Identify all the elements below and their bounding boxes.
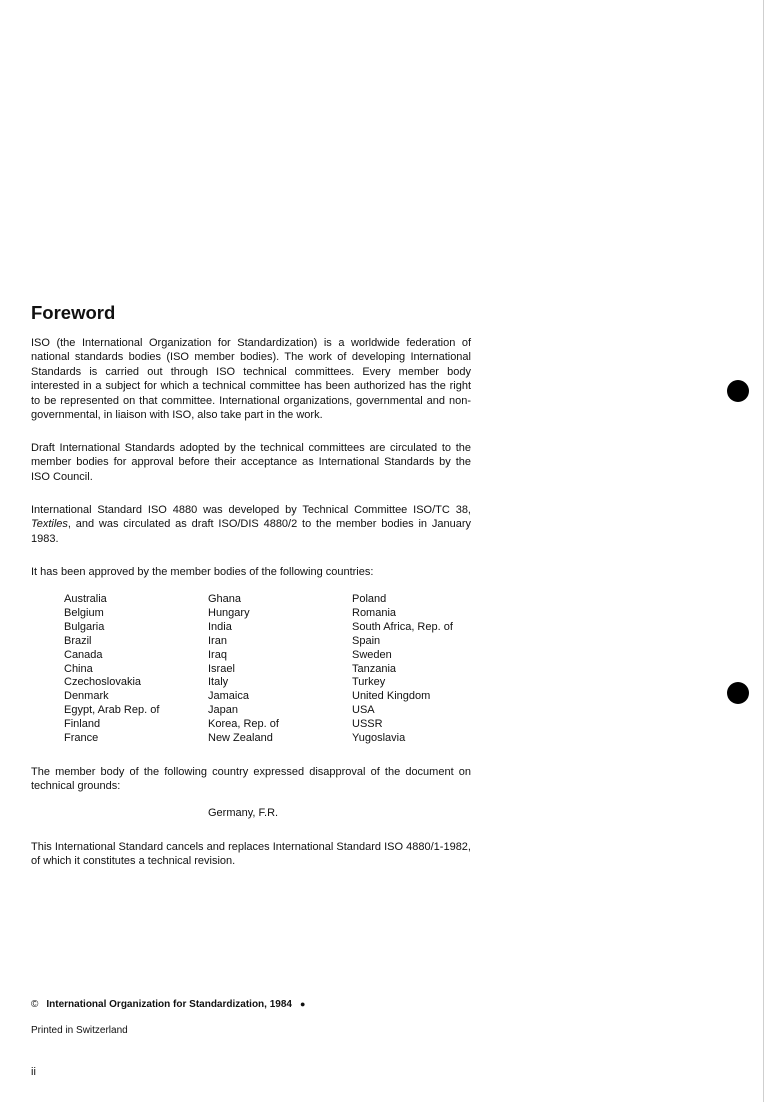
paragraph-approval: It has been approved by the member bodies of the following countries: (31, 566, 374, 578)
country-item: China (64, 662, 93, 675)
country-list-column-2 (208, 593, 279, 746)
country-item: Yugoslavia (352, 732, 406, 745)
country-item: Iran (208, 634, 227, 647)
country-item: Japan (208, 704, 238, 717)
printed-in-line: Printed in Switzerland (31, 1025, 128, 1036)
foreword-heading: Foreword (31, 302, 116, 323)
country-item: Bulgaria (64, 620, 105, 633)
paragraph-draft-standards: Draft International Standards adopted by the technical committees are circulated to the member bodies for approval before their acceptance as International Standards by the ISO Council. (31, 442, 471, 483)
country-item: Romania (352, 606, 397, 619)
country-item: Australia (64, 593, 107, 605)
paragraph-iso-intro: ISO (the International Organization for Standardization) is a worldwide federation of national standards bodies (ISO member bodies). The work of developing International Standards is carried out through ISO technical committees. Every member body interested in a subject for which a technical committee has been authorized has the right to be represented on that committee. International organizations, governmental and non-governmental, in liaison with ISO, also take part in the work. (31, 337, 471, 422)
copyright-line (31, 999, 305, 1010)
development-text-start: International Standard ISO 4880 was developed by Technical Committee ISO/TC 38, (31, 504, 471, 516)
copyright-symbol: © (31, 999, 39, 1010)
copyright-text: International Organization for Standardization, 1984 (46, 999, 292, 1010)
country-item: USSR (352, 718, 383, 731)
country-item: Ghana (208, 593, 242, 605)
committee-name: Textiles (31, 518, 68, 531)
paragraph-revision: This International Standard cancels and replaces International Standard ISO 4880/1-1982, of which it constitutes a technical revision. (31, 841, 471, 868)
country-item: India (208, 620, 232, 633)
country-item: Finland (64, 718, 101, 731)
country-item: New Zealand (208, 732, 273, 745)
country-item: Israel (208, 662, 235, 675)
punch-hole-icon (727, 682, 749, 704)
country-item: USA (352, 704, 375, 717)
country-item: France (64, 732, 99, 745)
country-item: Sweden (352, 648, 392, 661)
country-item: Czechoslovakia (64, 676, 142, 689)
country-item: Korea, Rep. of (208, 718, 279, 731)
disapproving-country: Germany, F.R. (208, 807, 279, 819)
country-item: Turkey (352, 676, 386, 689)
country-list-column-1 (64, 593, 159, 746)
country-item: Tanzania (352, 662, 397, 675)
country-item: United Kingdom (352, 690, 431, 703)
paragraph-development (31, 503, 471, 546)
country-item: Brazil (64, 634, 92, 647)
country-item: Jamaica (208, 690, 249, 703)
country-item: Canada (64, 648, 103, 661)
country-item: Poland (352, 593, 387, 605)
country-item: Spain (352, 634, 381, 647)
country-item: Belgium (64, 606, 104, 619)
bullet-icon: ● (299, 999, 306, 1009)
page-edge (763, 0, 764, 1102)
paragraph-disapproval: The member body of the following country expressed disapproval of the document on technical grounds: (31, 766, 471, 793)
page-number: ii (31, 1066, 36, 1078)
country-item: Iraq (208, 648, 227, 661)
country-item: Egypt, Arab Rep. of (64, 704, 160, 717)
development-text-end: , and was circulated as draft ISO/DIS 4880/2 to the member bodies in January 1983. (31, 518, 471, 545)
country-item: Hungary (208, 606, 250, 619)
country-item: Italy (208, 676, 229, 689)
country-list-column-3 (352, 593, 453, 746)
punch-hole-icon (727, 380, 749, 402)
country-item: Denmark (64, 690, 109, 703)
country-item: South Africa, Rep. of (352, 620, 453, 633)
